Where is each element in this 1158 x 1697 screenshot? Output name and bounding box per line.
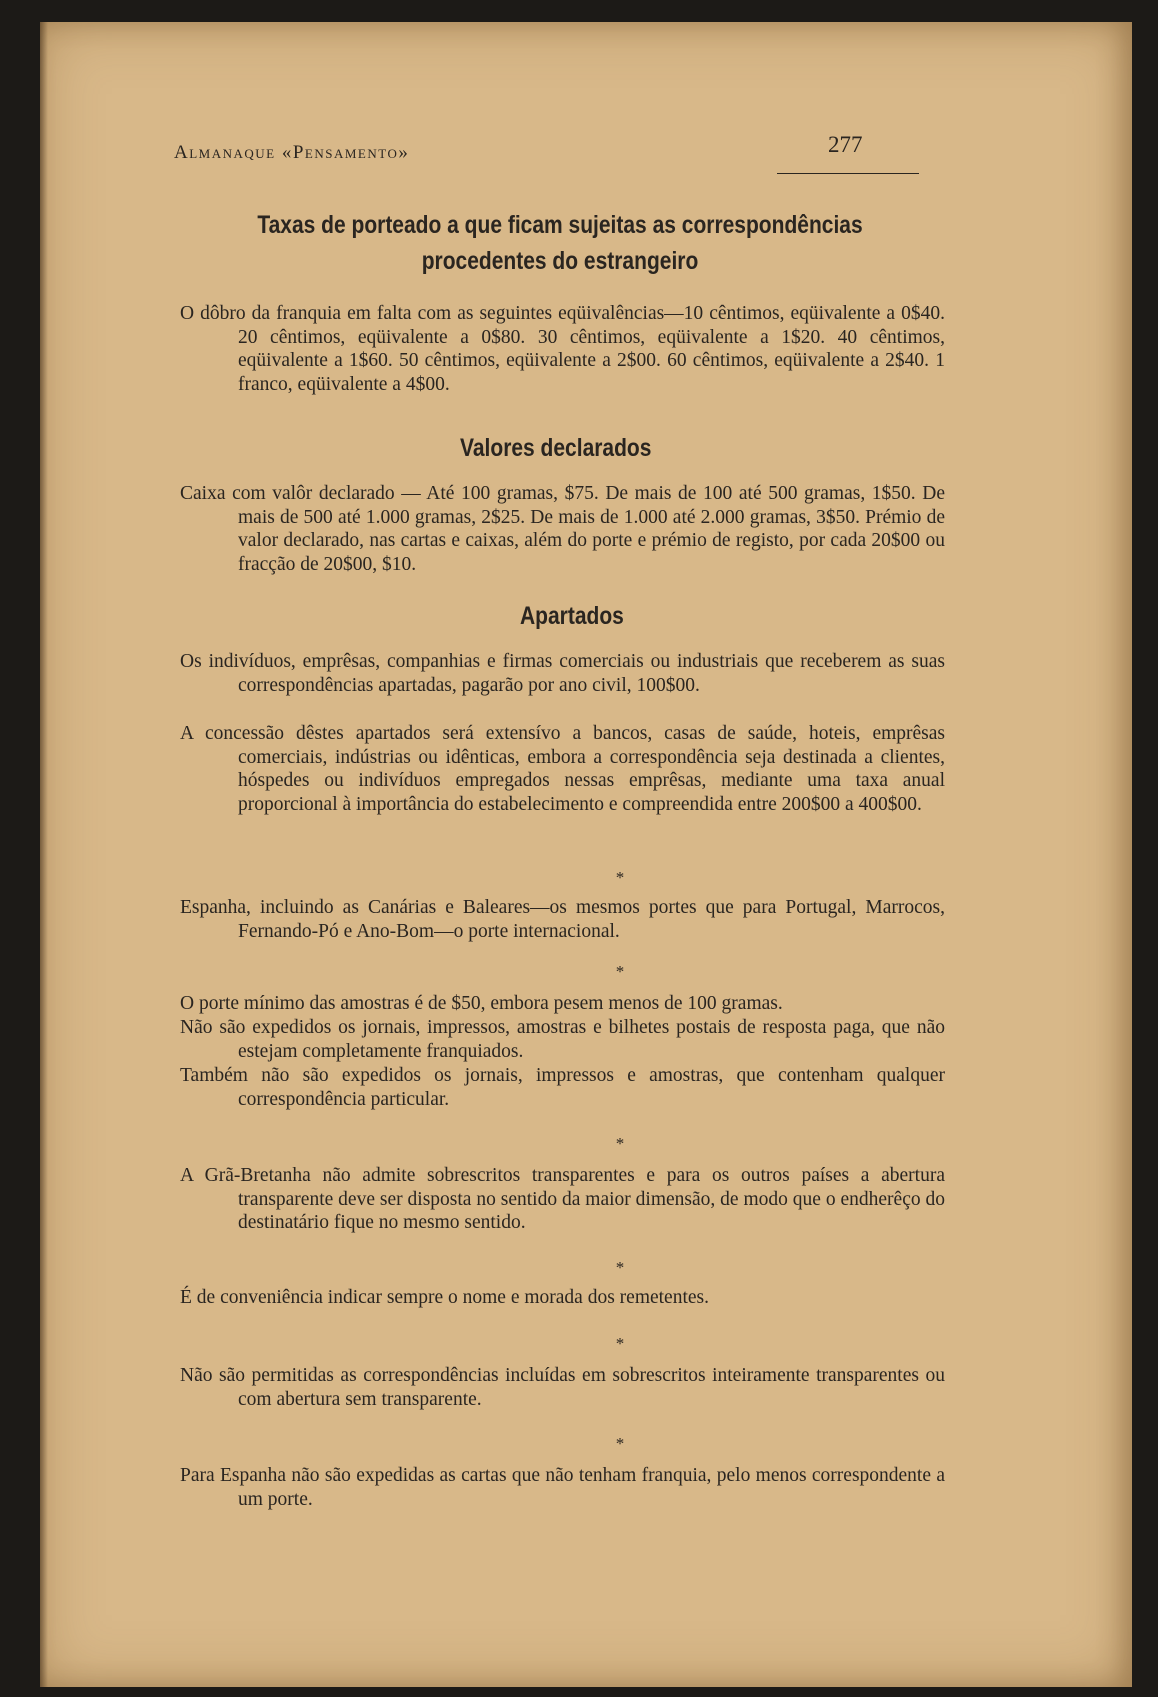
porte-minimo-note: O porte mínimo das amostras é de $50, embora pesem menos de 100 gramas. bbox=[180, 993, 783, 1014]
separator-asterisk: * bbox=[615, 1258, 625, 1277]
page-number: 277 bbox=[828, 132, 863, 157]
valores-paragraph: Caixa com valôr declarado — Até 100 gramas, $75. De mais de 100 até 500 gramas, 1$50. De mais de 500 até 1.000 gramas, 2$25. De mais de 1.000 até 2.000 gramas, 3$50. Prémio de valor declarado, nas cartas e caixas, além do porte e prémio de registo, por cada 20$00 ou fracção de 20$00, $10. bbox=[180, 483, 945, 575]
book-page bbox=[40, 22, 1132, 1687]
valores-heading: Valores declarados bbox=[460, 434, 652, 462]
separator-asterisk: * bbox=[615, 1334, 625, 1353]
page-number-rule bbox=[777, 173, 919, 174]
porteado-paragraph: O dôbro da franquia em falta com as seguintes eqüivalências—10 cêntimos, eqüivalente a 0$40. 20 cêntimos, eqüivalente a 0$80. 30 cêntimos, eqüivalente a 1$20. 40 cêntimos, eqüivalente a 1$60. 50 cêntimos, eqüivalente a 2$00. 60 cêntimos, eqüivalente a 2$40. 1 franco, eqüivalente a 4$00. bbox=[180, 303, 945, 395]
nao-expedidos-note: Não são expedidos os jornais, impressos, amostras e bilhetes postais de resposta paga, que não estejam completamente franquiados. bbox=[180, 1017, 945, 1062]
apartados-paragraph-1: Os indivíduos, emprêsas, companhias e firmas comerciais ou industriais que receberem as suas correspondências apartadas, pagarão por ano civil, 100$00. bbox=[180, 651, 945, 696]
separator-asterisk: * bbox=[615, 868, 625, 887]
running-header: Almanaque «Pensamento» bbox=[174, 142, 410, 163]
main-title-line-1: Taxas de porteado a que ficam sujeitas as correspondências bbox=[257, 211, 863, 239]
nao-permitidas-note: Não são permitidas as correspondências incluídas em sobrescritos inteiramente transparentes ou com abertura sem transparente. bbox=[180, 1365, 945, 1410]
separator-asterisk: * bbox=[615, 1434, 625, 1453]
apartados-paragraph-2: A concessão dêstes apartados será extensívo a bancos, casas de saúde, hoteis, emprêsas comerciais, indústrias ou idênticas, embora a correspondência seja destinada a clientes, hóspedes ou indivíduos empregados nessas emprêsas, mediante uma taxa anual proporcional à importância do estabelecimento e compreendida entre 200$00 a 400$00. bbox=[180, 723, 945, 815]
main-title-line-2: procedentes do estrangeiro bbox=[421, 247, 699, 275]
tambem-note: Também não são expedidos os jornais, impressos e amostras, que contenham qualquer correspondência particular. bbox=[180, 1065, 945, 1110]
conveniencia-note: É de conveniência indicar sempre o nome e morada dos remetentes. bbox=[180, 1287, 709, 1308]
espanha-note: Espanha, incluindo as Canárias e Baleares—os mesmos portes que para Portugal, Marrocos, Fernando-Pó e Ano-Bom—o porte internacional. bbox=[180, 897, 945, 942]
gra-bretanha-note: A Grã-Bretanha não admite sobrescritos transparentes e para os outros países a abertura transparente deve ser disposta no sentido da maior dimensão, de modo que o endherêço do destinatário fique no mesmo sentido. bbox=[180, 1165, 945, 1233]
apartados-heading: Apartados bbox=[520, 602, 624, 630]
para-espanha-note: Para Espanha não são expedidas as cartas que não tenham franquia, pelo menos correspondente a um porte. bbox=[180, 1465, 945, 1510]
separator-asterisk: * bbox=[615, 1134, 625, 1153]
separator-asterisk: * bbox=[615, 962, 625, 981]
page-gutter-shadow bbox=[40, 22, 48, 1687]
